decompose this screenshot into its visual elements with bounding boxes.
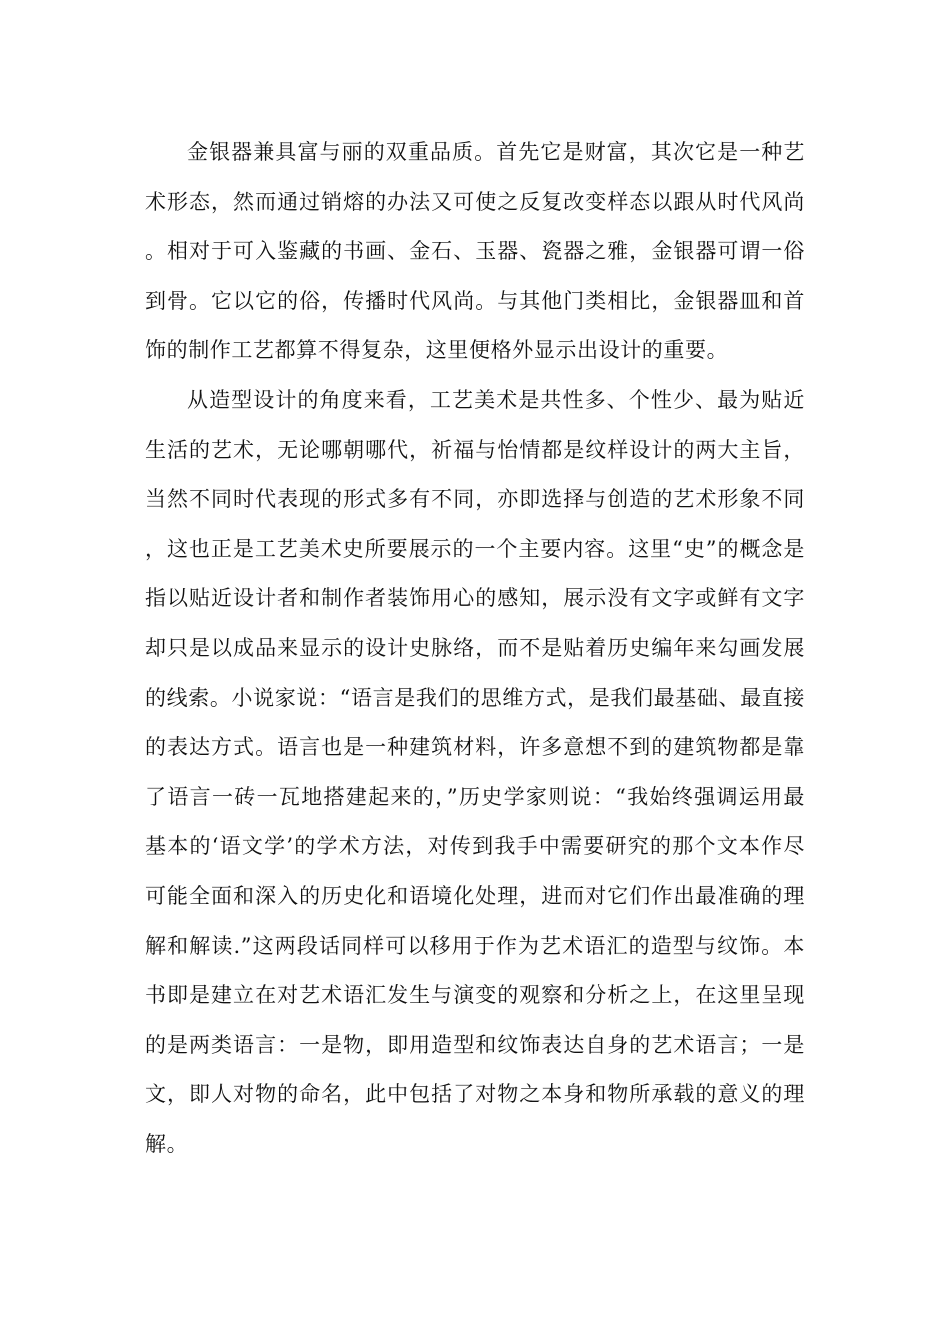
paragraph-2: 从造型设计的角度来看，工艺美术是共性多、个性少、最为贴近生活的艺术，无论哪朝哪代，祈福与怡情都是纹样设计的两大主旨，当然不同时代表现的形式多有不同，亦即选择与创造的艺术形象不同，这也正是工艺美术史所要展示的一个主要内容。这里“史”的概念是指以贴近设计者和制作者装饰用心的感知，展示没有文字或鲜有文字却只是以成品来显示的设计史脉络，而不是贴着历史编年来勾画发展的线索。小说家说：“语言是我们的思维方式，是我们最基础、最直接的表达方式。语言也是一种建筑材料，许多意想不到的建筑物都是靠了语言一砖一瓦地搭建起来的，”历史学家则说：“我始终强调运用最基本的‘语文学’的学术方法，对传到我手中需要研究的那个文本作尽可能全面和深入的历史化和语境化处理，进而对它们作出最准确的理解和解读.”这两段话同样可以移用于作为艺术语汇的造型与纹饰。本书即是建立在对艺术语汇发生与演变的观察和分析之上，在这里呈现的是两类语言：一是物，即用造型和纹饰表达自身的艺术语言；一是文，即人对物的命名，此中包括了对物之本身和物所承载的意义的理解。 [145, 387, 805, 1156]
paragraph-1: 金银器兼具富与丽的双重品质。首先它是财富，其次它是一种艺术形态，然而通过销熔的办法又可使之反复改变样态以跟从时代风尚。相对于可入鉴藏的书画、金石、玉器、瓷器之雅，金银器可谓一俗到骨。它以它的俗，传播时代风尚。与其他门类相比，金银器皿和首饰的制作工艺都算不得复杂，这里便格外显示出设计的重要。 [145, 140, 805, 363]
document-page [145, 128, 805, 1169]
